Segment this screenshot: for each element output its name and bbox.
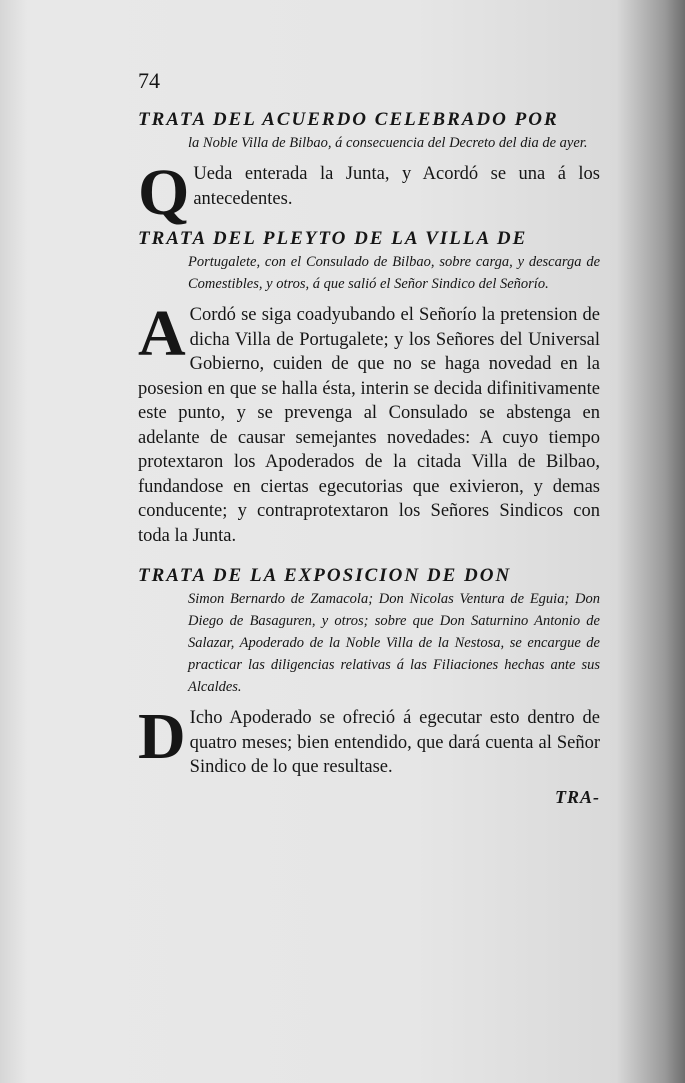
section-heading: TRATA DE LA EXPOSICION DE DON [138, 565, 512, 586]
section-paragraph [138, 700, 600, 780]
section-heading: TRATA DEL ACUERDO CELEBRADO POR [138, 109, 559, 130]
drop-cap: D [138, 700, 186, 773]
paragraph-text: Icho Apoderado se ofreció á egecutar esto dentro de quatro meses; bien entendido, que dará cuenta al Señor Sindico de lo que resultase. [189, 708, 600, 777]
section-subheading: Simon Bernardo de Zamacola; Don Nicolas Ventura de Eguia; Don Diego de Basaguren, y otros; sobre que Don Saturnino Antonio de Salazar, Apoderado de la Noble Villa de la Nestosa, se encargue de practicar las diligencias relativas á las Filiaciones hechas ante sus Alcaldes. [188, 591, 600, 695]
drop-cap: Q [138, 156, 190, 229]
section-paragraph [138, 156, 600, 229]
section-subheading: Portugalete, con el Consulado de Bilbao, sobre carga, y descarga de Comestibles, y otros, á que salió el Señor Sindico del Señorío. [188, 254, 600, 292]
page-number: 74 [138, 68, 160, 93]
section-paragraph [138, 297, 600, 548]
section-acuerdo [138, 108, 600, 229]
section-subheading: la Noble Villa de Bilbao, á consecuencia del Decreto del dia de ayer. [188, 135, 588, 151]
section-pleyto [138, 227, 600, 548]
paragraph-text: Cordó se siga coadyubando el Señorío la pretension de dicha Villa de Portugalete; y los Señores del Universal Gobierno, cuiden de que no se haga novedad en la posesion en que se halla ésta, interin se decida difinitivamente este punto, y se prevenga al Consulado se abstenga en adelante de causar semejantes novedades: A cuyo tiempo protextaron los Apoderados de la citada Villa de Bilbao, fundandose en ciertas egecutorias que exivieron, y demas conducente; y contraprotextaron los Señores Sindicos con toda la Junta. [138, 305, 600, 546]
page-content [138, 60, 600, 806]
drop-cap: A [138, 297, 186, 370]
section-heading: TRATA DEL PLEYTO DE LA VILLA DE [138, 228, 528, 249]
paragraph-text: Ueda enterada la Junta, y Acordó se una á los antecedentes. [193, 164, 600, 209]
section-exposicion [138, 564, 600, 806]
catchword: TRA- [554, 786, 600, 807]
